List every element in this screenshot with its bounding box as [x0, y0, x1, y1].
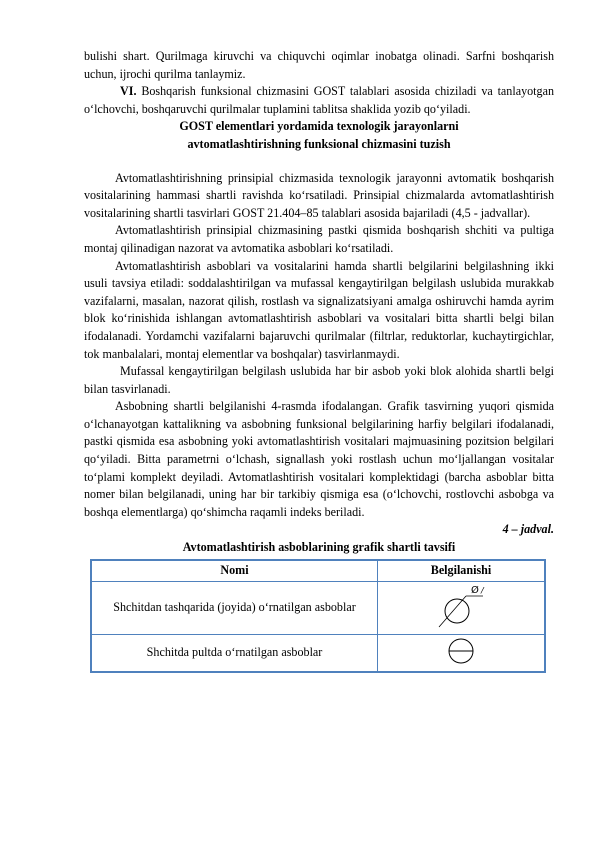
svg-text:/: /	[481, 585, 484, 595]
paragraph-2-lead: VI.	[120, 84, 137, 99]
diameter-symbol: Ø	[471, 584, 479, 596]
section-heading-line-2: avtomatlashtirishning funksional chizmasini tuzish	[187, 136, 451, 151]
paragraph-4: Avtomatlashtirish prinsipial chizmasining pastki qismida boshqarish shchiti va pultiga montaj qilinadigan nazorat va avtomatika asboblari ko‘rsatiladi.	[84, 223, 554, 255]
table-row	[91, 634, 545, 672]
table-header-symbol: Belgilanishi	[378, 560, 546, 582]
symbols-table	[90, 559, 546, 673]
paragraph-3: Avtomatlashtirishning prinsipial chizmasida texnologik jarayonni avtomatik boshqarish vositalarining hammasi shartli ravishda ko‘rsatiladi. Prinsipial chizmalarda avtomatlashtirish vositalarining shartli tasvirlari GOST 21.404–85 talablari asosida bajariladi (4,5 - jadvallar).	[84, 170, 554, 220]
circle-with-leader-icon	[431, 583, 491, 629]
row-1-name: Shchitdan tashqarida (joyida) o‘rnatilgan asboblar	[113, 600, 356, 615]
table-cell-symbol	[378, 634, 546, 672]
paragraph-2	[84, 83, 554, 118]
paragraph-2-text: Boshqarish funksional chizmasini GOST talablari asosida chiziladi va tanlayotgan o‘lchovchi, boshqaruvchi qurilmalar tuplamini tablitsa shaklida yozib qo‘yiladi.	[84, 84, 554, 116]
section-heading-line-1: GOST elementlari yordamida texnologik jarayonlarni	[179, 119, 459, 134]
table-title: Avtomatlashtirish asboblarining grafik shartli tavsifi	[182, 540, 456, 555]
table-row	[91, 581, 545, 634]
paragraph-1: bulishi shart. Qurilmaga kiruvchi va chiquvchi oqimlar inobatga olinadi. Sarfni boshqarish uchun, ijrochi qurilma tanlaymiz.	[84, 49, 554, 81]
table-cell-symbol	[378, 581, 546, 634]
row-2-name: Shchitda pultda o‘rnatilgan asboblar	[146, 645, 323, 660]
paragraph-5: Avtomatlashtirish asboblari va vositalarini hamda shartli belgilarini belgilashning ikki usuli tavsiya etiladi: soddalashtirilgan va mufassal kengaytirilgan belgilash uslubida murakkab vazifalarni, masalan, nazorat qilish, rostlash va signalizatsiyani amalga oshiruvchi hamda ayrim blok ko‘rinishida ishlangan avtomatlashtirish asboblari va vositalari bitta shartli belgi bilan ifodalanadi. Yordamchi vazifalarni bajaruvchi qurilmalar (filtrlar, reduktorlar, kuchaytirgichlar, tok manbalalari, montaj elementlar va boshqalar) tasvirlanmaydi.	[84, 258, 554, 361]
table-cell-name	[91, 581, 378, 634]
document-page	[84, 48, 554, 673]
paragraph-6: Mufassal kengaytirilgan belgilash uslubida har bir asbob yoki blok alohida shartli belgi bilan tasvirlanadi.	[84, 364, 554, 396]
circle-with-line-icon	[445, 636, 477, 666]
paragraph-7: Asbobning shartli belgilanishi 4-rasmda ifodalangan. Grafik tasvirning yuqori qismida o‘lchanayotgan kattalikning va asbobning funksional belgilarining harfiy belgilari ifodalanadi, pastki qismida esa asbobning yoki avtomatlashtirish vositalari majmuasining pozitsion belgilari qo‘yiladi. Bitta parametrni o‘lchash, signallash yoki rostlash uchun mo‘ljallangan vositalar to‘plami komplekt deyiladi. Avtomatlashtirish vositalari komplektidagi (barcha asboblar bitta nomer bilan belgilanadi, uning har bir tarkibiy qismiga esa (o‘lchovchi, rostlovchi asbobga va boshqa elementlarga) qo‘shimcha raqamli indeks beriladi.	[84, 399, 554, 519]
table-header-row	[91, 560, 545, 582]
table-header-name: Nomi	[91, 560, 378, 582]
table-cell-name	[91, 634, 378, 672]
table-number: 4 – jadval.	[502, 522, 554, 537]
